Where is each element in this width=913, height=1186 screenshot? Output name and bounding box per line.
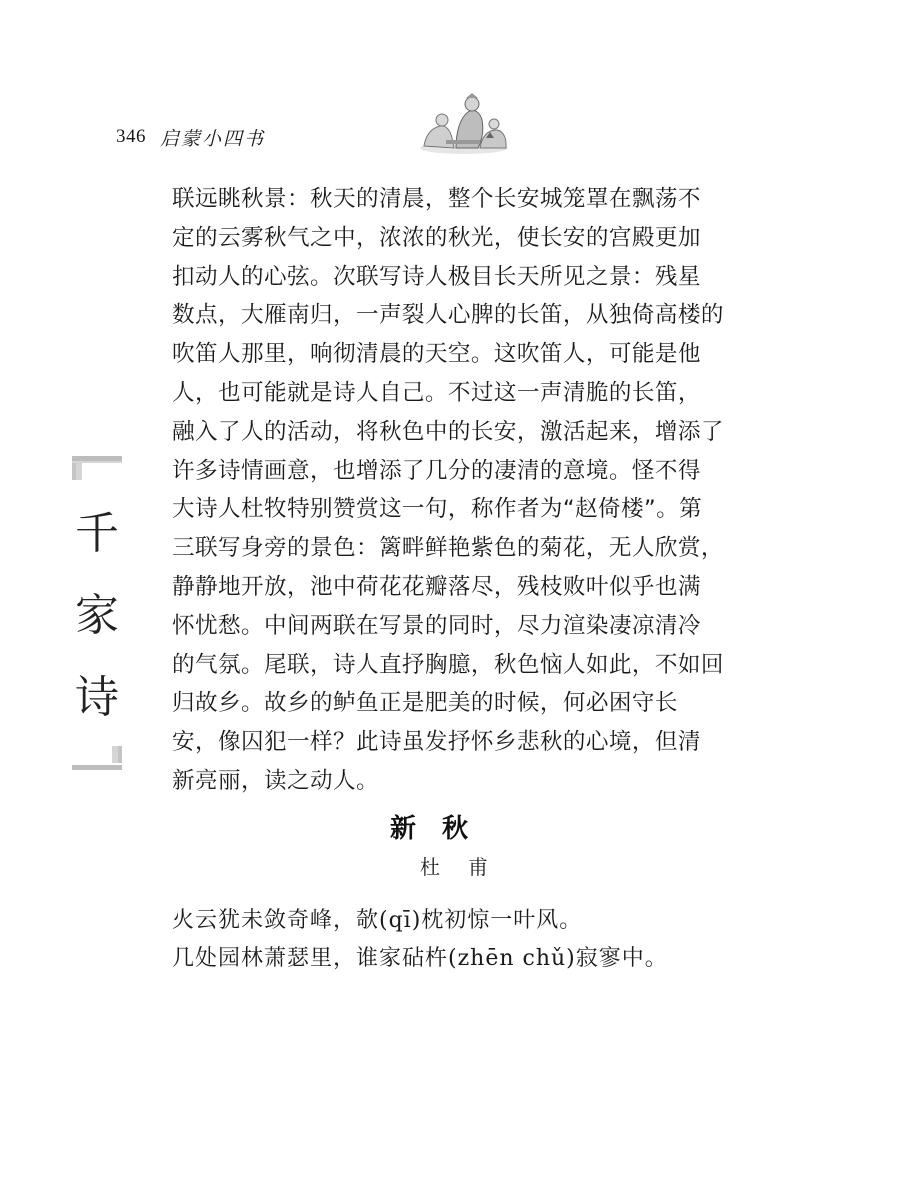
poem-body (172, 902, 772, 978)
text-line: 联远眺秋景：秋天的清晨，整个长安城笼罩在飘荡不 (172, 186, 701, 212)
book-title: 启蒙小四书 (160, 127, 266, 150)
bottom-bracket-icon (72, 746, 122, 770)
commentary-text (172, 180, 752, 801)
text-line: 的气氛。尾联，诗人直抒胸臆，秋色恼人如此，不如回 (172, 651, 724, 678)
text-line: 大诗人杜牧特别赞赏这一句，称作者为“赵倚楼”。第 (172, 496, 703, 523)
text-line: 吹笛人那里，响彻清晨的天空。这吹笛人，可能是他 (172, 341, 701, 368)
top-bracket-icon (72, 456, 122, 480)
text-line: 数点，大雁南归，一声裂人心脾的长笛，从独倚高楼的 (172, 302, 724, 329)
text-line: 许多诗情画意，也增添了几分的凄清的意境。怪不得 (172, 457, 701, 484)
text-line: 静静地开放，池中荷花花瓣落尽，残枝败叶似乎也满 (172, 573, 701, 600)
poem-title: 新秋 (390, 814, 495, 844)
page-header (116, 120, 265, 154)
poem-line: 火云犹未敛奇峰，欹(qī)枕初惊一叶风。 (172, 908, 583, 933)
text-line: 新亮丽，读之动人。 (172, 767, 379, 794)
side-char-1: 千 (75, 508, 119, 559)
side-char-2: 家 (75, 590, 119, 641)
poem-line: 几处园林萧瑟里，谁家砧杵(zhēn chǔ)寂寥中。 (172, 946, 668, 971)
side-char-3: 诗 (75, 672, 119, 723)
text-line: 扣动人的心弦。次联写诗人极目长天所见之景：残星 (172, 263, 701, 290)
text-line: 归故乡。故乡的鲈鱼正是肥美的时候，何必困守长 (172, 690, 678, 717)
text-line: 融入了人的活动，将秋色中的长安，激活起来，增添了 (172, 418, 724, 445)
page-number: 346 (116, 126, 146, 147)
text-line: 安，像囚犯一样？此诗虽发抒怀乡悲秋的心境，但清 (172, 729, 701, 756)
text-line: 人，也可能就是诗人自己。不过这一声清脆的长笛， (172, 379, 701, 406)
scholars-illustration-icon (416, 92, 512, 156)
text-line: 三联写身旁的景色：篱畔鲜艳紫色的菊花，无人欣赏， (172, 535, 724, 562)
side-category-label (70, 456, 124, 772)
text-line: 定的云雾秋气之中，浓浓的秋光，使长安的宫殿更加 (172, 224, 701, 251)
poem-author: 杜甫 (420, 855, 516, 879)
text-line: 怀忧愁。中间两联在写景的同时，尽力渲染凄凉清冷 (172, 612, 701, 639)
